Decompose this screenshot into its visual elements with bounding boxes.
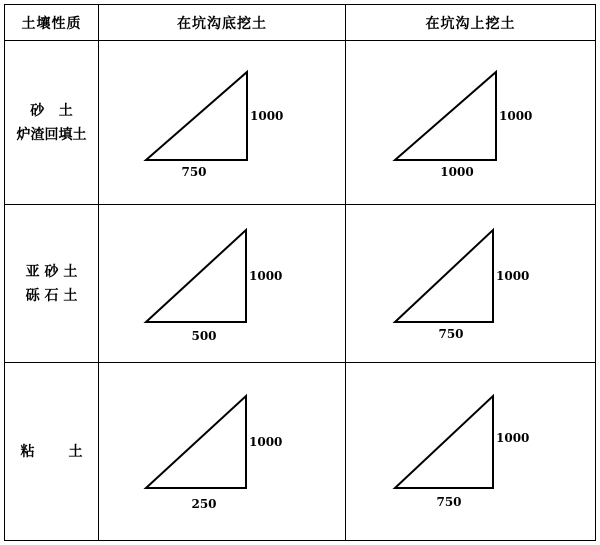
slope-triangle (146, 230, 246, 322)
base-label: 1000 (439, 164, 474, 179)
table-row (5, 205, 596, 363)
soil-type-label: 砂 土 (30, 102, 73, 119)
soil-type-label: 粘 土 (20, 443, 83, 460)
slope-diagram-cell (99, 41, 346, 205)
height-label: 1000 (495, 430, 529, 445)
header-top-excavation: 在坑沟上挖土 (346, 5, 596, 41)
table-row (5, 41, 596, 205)
slope-triangle (395, 72, 496, 160)
slope-triangle (146, 72, 247, 160)
slope-diagram-cell (346, 363, 596, 541)
slope-diagram-cell (99, 205, 346, 363)
slope-triangle (395, 396, 493, 488)
soil-type-label: 炉渣回填土 (16, 126, 87, 143)
header-bottom-excavation: 在坑沟底挖土 (99, 5, 346, 41)
base-label: 750 (435, 494, 462, 509)
slope-diagram-cell (99, 363, 346, 541)
base-label: 500 (191, 329, 217, 343)
slope-triangle-diagram (142, 68, 302, 178)
base-label: 250 (191, 496, 217, 511)
header-soil: 土壤性质 (5, 5, 99, 41)
table-row (5, 363, 596, 541)
slope-triangle-diagram (142, 226, 302, 341)
height-label: 1000 (249, 434, 283, 449)
height-label: 1000 (495, 269, 529, 283)
soil-type-cell (5, 205, 99, 363)
base-label: 750 (437, 327, 464, 341)
slope-diagram-cell (346, 205, 596, 363)
height-label: 1000 (249, 269, 283, 283)
header-row (5, 5, 596, 41)
slope-triangle (395, 230, 493, 322)
slope-triangle-diagram (391, 68, 551, 178)
soil-type-label: 砾 石 土 (25, 287, 78, 304)
height-label: 1000 (498, 108, 532, 123)
soil-type-cell (5, 363, 99, 541)
slope-diagram-cell (346, 41, 596, 205)
slope-triangle-diagram (391, 226, 551, 341)
slope-triangle-diagram (391, 392, 551, 512)
soil-type-label: 亚 砂 土 (25, 263, 78, 280)
soil-type-cell (5, 41, 99, 205)
slope-triangle (146, 396, 246, 488)
slope-ratio-table (4, 4, 596, 541)
height-label: 1000 (250, 108, 284, 123)
slope-triangle-diagram (142, 392, 302, 512)
base-label: 750 (181, 164, 207, 179)
